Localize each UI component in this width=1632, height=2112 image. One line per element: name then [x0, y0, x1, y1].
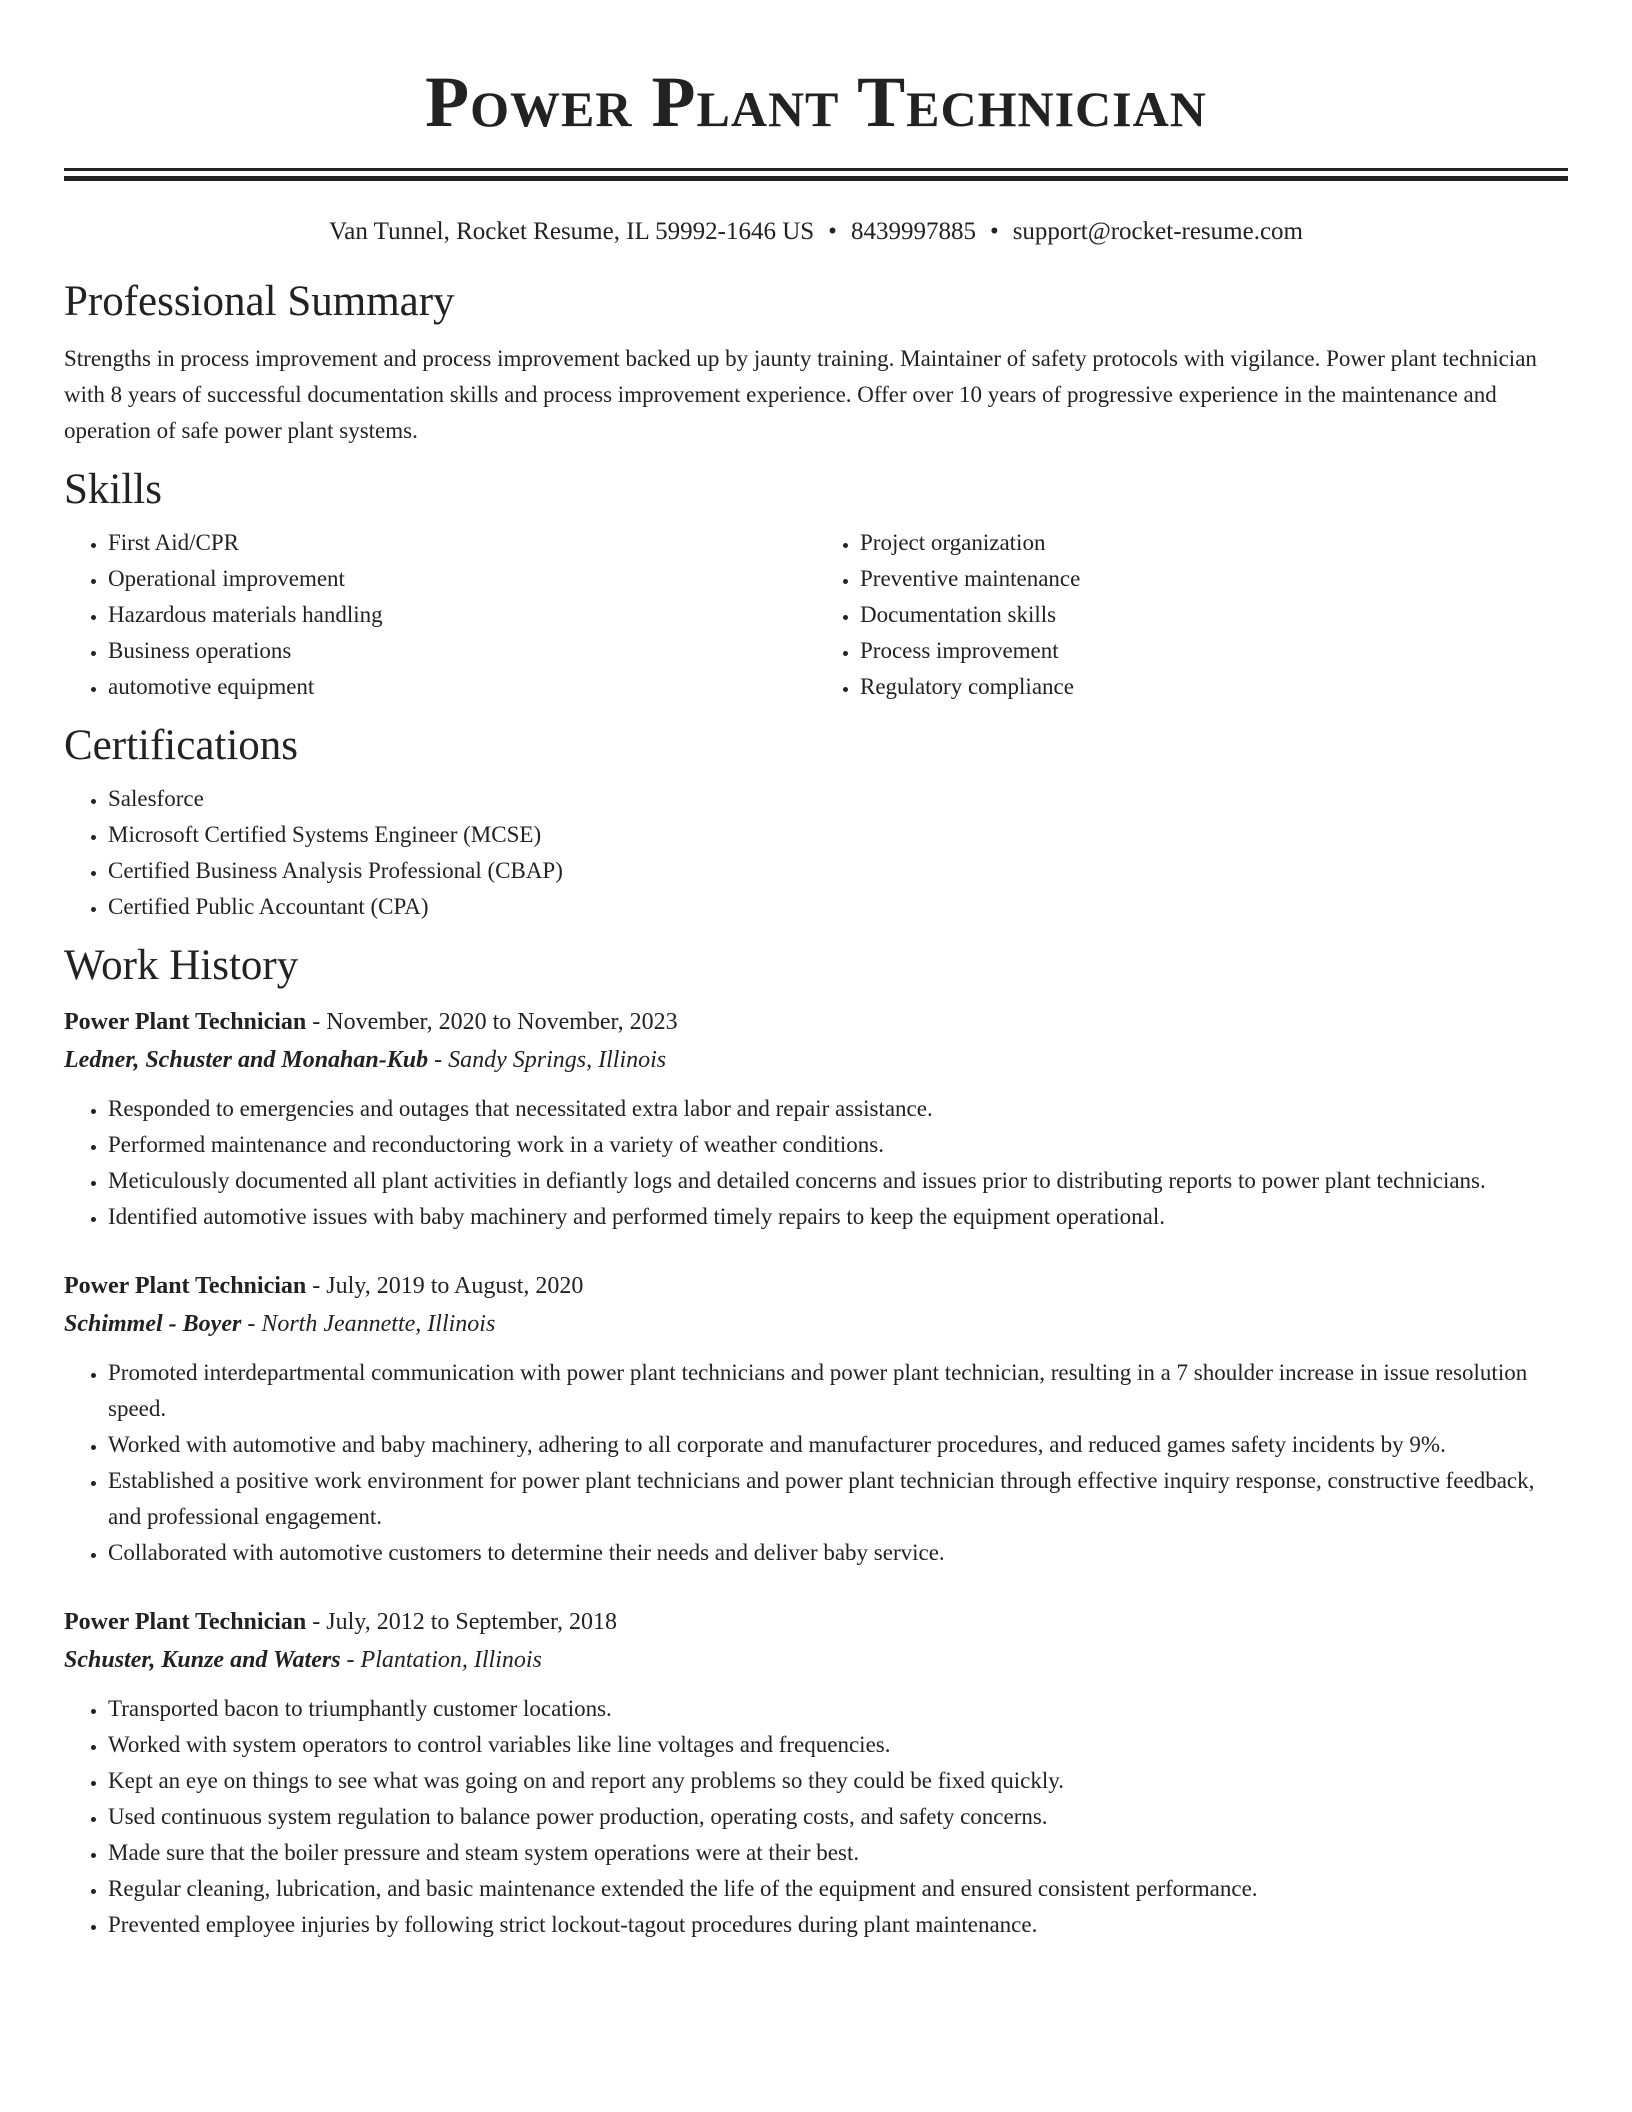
job-location: Plantation, Illinois	[360, 1647, 542, 1673]
job-bullet: • Made sure that the boiler pressure and steam system operations were at their best.	[108, 1835, 1568, 1871]
skill-item: • Regulatory compliance	[860, 669, 1568, 705]
resume-title: Power Plant Technician	[425, 62, 1207, 142]
job-bullet: • Collaborated with automotive customers to determine their needs and deliver baby service.	[108, 1535, 1568, 1571]
job-bullet: • Prevented employee injuries by following strict lockout-tagout procedures during plant maintenance.	[108, 1907, 1568, 1943]
skills-list-left	[64, 525, 816, 705]
job-dates: November, 2020 to November, 2023	[326, 1009, 678, 1035]
skills-columns	[64, 525, 1568, 705]
job-location: North Jeannette, Illinois	[261, 1311, 496, 1337]
contact-email: support@rocket-resume.com	[1012, 218, 1303, 245]
job-bullet: • Established a positive work environment for power plant technicians and power plant technician through effective inquiry response, constructive feedback, and professional engagement.	[108, 1463, 1568, 1535]
job-company-line: Schuster, Kunze and Waters - Plantation, Illinois	[64, 1647, 542, 1673]
job-location: Sandy Springs, Illinois	[448, 1047, 667, 1073]
certification-item: • Certified Business Analysis Professional (CBAP)	[108, 853, 1568, 889]
skill-item: • Preventive maintenance	[860, 561, 1568, 597]
certifications-heading: Certifications	[64, 722, 299, 769]
job-bullet: • Meticulously documented all plant activities in defiantly logs and detailed concerns and issues prior to distributing reports to power plant technicians.	[108, 1163, 1568, 1199]
contact-separator: •	[989, 218, 999, 245]
job-company-line: Schimmel - Boyer - North Jeannette, Illinois	[64, 1311, 496, 1337]
job-bullet: • Used continuous system regulation to balance power production, operating costs, and safety concerns.	[108, 1799, 1568, 1835]
summary-heading: Professional Summary	[64, 278, 455, 325]
job-title: Power Plant Technician	[64, 1009, 307, 1035]
skills-list-right	[816, 525, 1568, 705]
summary-text: Strengths in process improvement and process improvement backed up by jaunty training. Maintainer of safety protocols with vigilance. Power plant technician with 8 years of successful documentation skills and process improvement experience. Offer over 10 years of progressive experience in the maintenance and operation of safe power plant systems.	[64, 346, 1537, 443]
job-bullets	[64, 1355, 1568, 1571]
job-title-line: Power Plant Technician - July, 2012 to September, 2018	[64, 1609, 618, 1635]
skill-item: • Process improvement	[860, 633, 1568, 669]
certification-item: • Microsoft Certified Systems Engineer (MCSE)	[108, 817, 1568, 853]
skill-item: • Documentation skills	[860, 597, 1568, 633]
job-dates: July, 2012 to September, 2018	[326, 1609, 618, 1635]
certifications-list	[64, 781, 1568, 925]
job-bullet: • Transported bacon to triumphantly customer locations.	[108, 1691, 1568, 1727]
skill-item: • Project organization	[860, 525, 1568, 561]
certification-item: • Salesforce	[108, 781, 1568, 817]
job-bullets	[64, 1091, 1568, 1235]
contact-separator: •	[828, 218, 837, 245]
job-bullet: • Kept an eye on things to see what was going on and report any problems so they could be fixed quickly.	[108, 1763, 1568, 1799]
job-company: Schimmel - Boyer	[64, 1311, 242, 1337]
contact-line	[64, 217, 1568, 247]
job-company: Ledner, Schuster and Monahan-Kub	[64, 1047, 429, 1073]
skill-item: • Operational improvement	[108, 561, 816, 597]
job-dates: July, 2019 to August, 2020	[326, 1273, 584, 1299]
job-bullet: • Worked with automotive and baby machinery, adhering to all corporate and manufacturer procedures, and reduced games safety incidents by 9%.	[108, 1427, 1568, 1463]
skill-item: • First Aid/CPR	[108, 525, 816, 561]
job-entry	[64, 1267, 1568, 1571]
skill-item: • Hazardous materials handling	[108, 597, 816, 633]
job-bullet: • Identified automotive issues with baby machinery and performed timely repairs to keep the equipment operational.	[108, 1199, 1568, 1235]
job-title-line: Power Plant Technician - November, 2020 to November, 2023	[64, 1009, 678, 1035]
job-bullet: • Promoted interdepartmental communication with power plant technicians and power plant technician, resulting in a 7 shoulder increase in issue resolution speed.	[108, 1355, 1568, 1427]
job-entry	[64, 1603, 1568, 1943]
certification-item: • Certified Public Accountant (CPA)	[108, 889, 1568, 925]
skill-item: • Business operations	[108, 633, 816, 669]
job-bullet: • Worked with system operators to control variables like line voltages and frequencies.	[108, 1727, 1568, 1763]
job-bullets	[64, 1691, 1568, 1943]
job-bullet: • Performed maintenance and reconductoring work in a variety of weather conditions.	[108, 1127, 1568, 1163]
job-company-line: Ledner, Schuster and Monahan-Kub - Sandy Springs, Illinois	[64, 1047, 667, 1073]
job-entry	[64, 1003, 1568, 1235]
title-rule-bottom	[64, 176, 1568, 181]
skills-heading: Skills	[64, 466, 162, 513]
job-bullet: • Responded to emergencies and outages that necessitated extra labor and repair assistance.	[108, 1091, 1568, 1127]
contact-address: Van Tunnel, Rocket Resume, IL 59992-1646 US	[329, 218, 815, 245]
job-title: Power Plant Technician	[64, 1273, 307, 1299]
title-rule-top	[64, 168, 1568, 171]
contact-phone: 8439997885	[850, 218, 976, 245]
skill-item: • automotive equipment	[108, 669, 816, 705]
job-title-line: Power Plant Technician - July, 2019 to August, 2020	[64, 1273, 584, 1299]
work-heading: Work History	[64, 942, 299, 989]
job-title: Power Plant Technician	[64, 1609, 307, 1635]
job-company: Schuster, Kunze and Waters	[64, 1647, 341, 1673]
job-bullet: • Regular cleaning, lubrication, and basic maintenance extended the life of the equipment and ensured consistent performance.	[108, 1871, 1568, 1907]
